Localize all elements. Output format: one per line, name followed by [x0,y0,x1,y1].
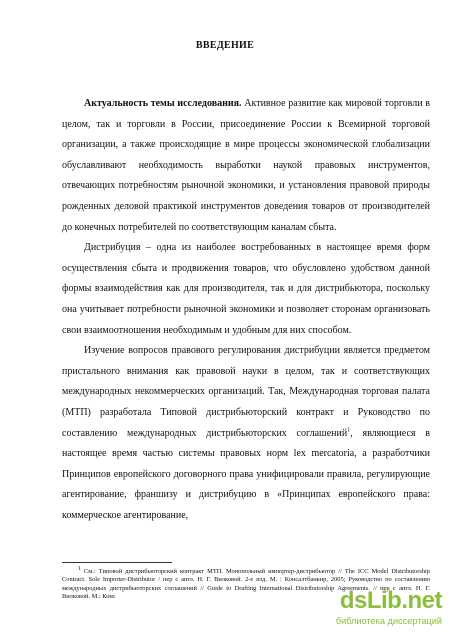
paragraph-distribution: Дистрибуция – одна из наиболее востребованных в настоящее время форм осуществления сбыта и продвижения товаров, что обусловлено удобством данной формы взаимодействия как для производителя, так и для дистрибьютора, поскольку она учитывает потребности рыночной экономики и позволяет сторонам организовать свои взаимоотношения необходимым и удобным для них способом. [62,242,430,336]
watermark-logo: dsLib.net [339,587,442,614]
study-text-b: , являющиеся в настоящее время частью системы правовых норм lex mercatoria, а разработчики Принципов европейского договорного права унифицировали правила, регулирующие агентирование, франшизу и дистрибуцию в «Принципах европейского права: коммерческое агентирование, [62,427,430,521]
footnote-divider [62,562,172,563]
footnote-marker: 1 [78,565,81,572]
paragraph-study [62,341,430,526]
body-text [62,94,430,526]
relevance-text: Активное развитие как мировой торговли в целом, так и торговли в России, присоединение России к Всемирной торговой организации, а также происходящие в мире процессы экономической глобализации обуславливают необходимость выработки наукой правовых инструментов, отвечающих потребностям рыночной экономики, и установления правовой природы рожденных деловой практикой инструментов доведения товаров от производителей до конечных потребителей по соответствующим каналам сбыта. [62,98,431,233]
study-text-a: Изучение вопросов правового регулирования дистрибуции является предметом пристального внимания как правовой науки в целом, так и соответствующих международных некоммерческих организаций. Так, Международная торговая палата (МТП) разработала Типовой дистрибьюторский контракт и Руководство по составлению международных дистрибьюторских соглашений [62,345,430,439]
footnote-text: См.: Типовой дистрибьюторский контракт МТП. Монопольный импортер-дистрибьютор // The ICC Model Distributorship Contract. Sole Importer-Distributor / пер с англ. Н. Г. Вилковой. 2-е изд. М. : Консалтбанкир, 2005; Руководство по составлению международных дистрибьюторских соглашений // Guide to Drafting International Distributorship Agreements. // пер с англ. Н. Г. Вилковой. М.: Конс [62,568,430,601]
relevance-lead: Актуальность темы исследования. [84,98,242,109]
footnote-reference[interactable]: 1 [347,427,351,434]
paragraph-relevance [62,94,430,238]
watermark [324,587,442,631]
watermark-tagline: библиотека диссертаций [335,616,442,626]
page-title: ВВЕДЕНИЕ [195,40,255,51]
